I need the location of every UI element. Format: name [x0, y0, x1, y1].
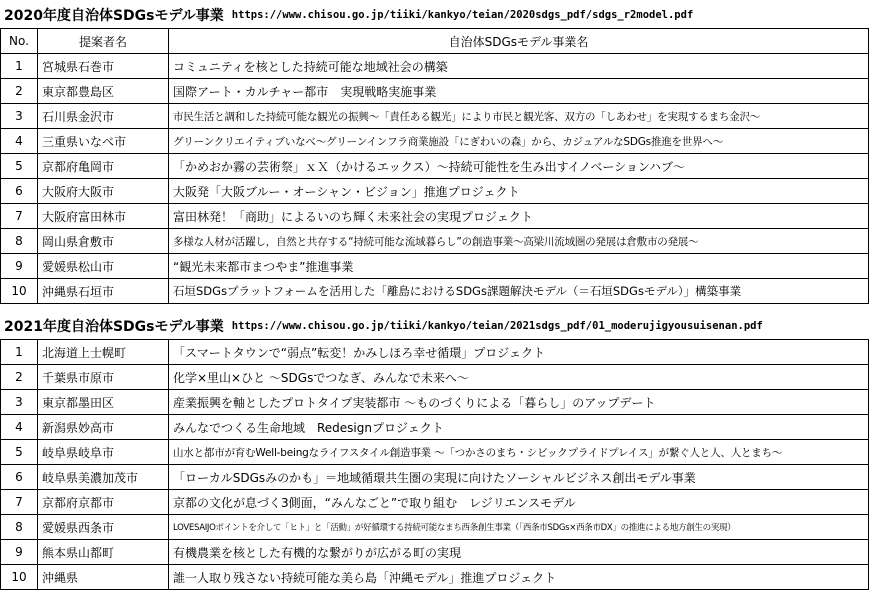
row-project: 多様な人材が活躍し，自然と共存する“持続可能な流域暮らし”の創造事業～高梁川流域圏の発展は倉敷市の発展～: [169, 229, 869, 254]
row-proposer: 宮城県石巻市: [38, 54, 169, 79]
row-no: 9: [1, 254, 38, 279]
section-2020-url[interactable]: https://www.chisou.go.jp/tiiki/kankyo/teian/2020sdgs_pdf/sdgs_r2model.pdf: [231, 9, 694, 21]
table-row: [1, 440, 869, 465]
row-project: 市民生活と調和した持続可能な観光の振興～「責任ある観光」により市民と観光客、双方の「しあわせ」を実現するまち金沢～: [169, 104, 869, 129]
row-proposer: 石川県金沢市: [38, 104, 169, 129]
row-project: 産業振興を軸としたプロトタイプ実装都市 ～ものづくりによる「暮らし」のアップデート: [169, 390, 869, 415]
row-proposer: 愛媛県松山市: [38, 254, 169, 279]
row-proposer: 岡山県倉敷市: [38, 229, 169, 254]
row-no: 2: [1, 79, 38, 104]
table-row: [1, 279, 869, 304]
row-proposer: 京都府京都市: [38, 490, 169, 515]
row-no: 8: [1, 229, 38, 254]
row-no: 10: [1, 565, 38, 590]
row-proposer: 熊本県山都町: [38, 540, 169, 565]
table-2021: [0, 339, 869, 590]
section-2021-url[interactable]: https://www.chisou.go.jp/tiiki/kankyo/teian/2021sdgs_pdf/01_moderujigyousuisenan.pdf: [231, 320, 763, 332]
row-proposer: 大阪府大阪市: [38, 179, 169, 204]
table-row: [1, 540, 869, 565]
row-proposer: 北海道上士幌町: [38, 340, 169, 365]
table-2020: [0, 28, 869, 304]
row-proposer: 岐阜県岐阜市: [38, 440, 169, 465]
row-project: “観光未来都市まつやま”推進事業: [169, 254, 869, 279]
row-project: 「ローカルSDGsみのかも」＝地域循環共生圏の実現に向けたソーシャルビジネス創出モデル事業: [169, 465, 869, 490]
row-proposer: 東京都豊島区: [38, 79, 169, 104]
table-header-row: [1, 29, 869, 54]
row-project: LOVESAIJOポイントを介して「ヒト」と「活動」が好循環する持続可能なまち西条創生事業（「西条市SDGs×西条市DX」の推進による地方創生の実現）: [169, 515, 869, 540]
table-row: [1, 365, 869, 390]
table-row: [1, 79, 869, 104]
table-row: [1, 104, 869, 129]
table-row: [1, 54, 869, 79]
table-row: [1, 415, 869, 440]
section-2021-title: 2021年度自治体SDGsモデル事業: [4, 319, 224, 335]
row-project: 「かめおか霧の芸術祭」ｘＸ（かけるエックス）～持続可能性を生み出すイノベーションハブ～: [169, 154, 869, 179]
row-no: 9: [1, 540, 38, 565]
row-no: 1: [1, 340, 38, 365]
row-project: 誰一人取り残さない持続可能な美ら島「沖縄モデル」推進プロジェクト: [169, 565, 869, 590]
header-proposer: 提案者名: [38, 29, 169, 54]
table-row: [1, 565, 869, 590]
section-2020-title: 2020年度自治体SDGsモデル事業: [4, 8, 224, 24]
header-no: No.: [1, 29, 38, 54]
row-no: 5: [1, 440, 38, 465]
row-project: 富田林発！「商助」によるいのち輝く未来社会の実現プロジェクト: [169, 204, 869, 229]
row-no: 8: [1, 515, 38, 540]
row-project: 国際アート・カルチャー都市 実現戦略実施事業: [169, 79, 869, 104]
section-2021-header: [0, 315, 763, 337]
row-project: 京都の文化が息づく3側面，“みんなごと”で取り組む レジリエンスモデル: [169, 490, 869, 515]
row-proposer: 新潟県妙高市: [38, 415, 169, 440]
table-row: [1, 465, 869, 490]
row-proposer: 京都府亀岡市: [38, 154, 169, 179]
row-project: 大阪発「大阪ブルー・オーシャン・ビジョン」推進プロジェクト: [169, 179, 869, 204]
row-project: 山水と都市が育むWell-beingなライフスタイル創造事業 ～「つかさのまち・シビックプライドプレイス」が繋ぐ人と人、人とまち～: [169, 440, 869, 465]
row-proposer: 沖縄県: [38, 565, 169, 590]
row-proposer: 岐阜県美濃加茂市: [38, 465, 169, 490]
table-row: [1, 154, 869, 179]
row-no: 2: [1, 365, 38, 390]
row-no: 4: [1, 415, 38, 440]
table-row: [1, 390, 869, 415]
row-project: 化学×里山×ひと ～SDGsでつなぎ、みんなで未来へ～: [169, 365, 869, 390]
table-row: [1, 340, 869, 365]
row-proposer: 千葉県市原市: [38, 365, 169, 390]
table-row: [1, 515, 869, 540]
table-row: [1, 204, 869, 229]
row-no: 3: [1, 390, 38, 415]
row-project: 石垣SDGsプラットフォームを活用した「離島におけるSDGs課題解決モデル（＝石垣SDGsモデル）」構築事業: [169, 279, 869, 304]
table-row: [1, 254, 869, 279]
row-no: 10: [1, 279, 38, 304]
row-no: 6: [1, 465, 38, 490]
header-project: 自治体SDGsモデル事業名: [169, 29, 869, 54]
table-row: [1, 129, 869, 154]
row-project: みんなでつくる生命地域 Redesignプロジェクト: [169, 415, 869, 440]
table-row: [1, 179, 869, 204]
table-row: [1, 229, 869, 254]
row-proposer: 東京都墨田区: [38, 390, 169, 415]
row-project: グリーンクリエイティブいなべ～グリーンインフラ商業施設「にぎわいの森」から、カジュアルなSDGs推進を世界へ～: [169, 129, 869, 154]
row-no: 7: [1, 204, 38, 229]
row-project: 有機農業を核とした有機的な繋がりが広がる町の実現: [169, 540, 869, 565]
row-proposer: 大阪府富田林市: [38, 204, 169, 229]
row-no: 1: [1, 54, 38, 79]
row-no: 5: [1, 154, 38, 179]
row-proposer: 三重県いなべ市: [38, 129, 169, 154]
section-2020-header: [0, 4, 693, 26]
row-no: 7: [1, 490, 38, 515]
row-proposer: 沖縄県石垣市: [38, 279, 169, 304]
row-proposer: 愛媛県西条市: [38, 515, 169, 540]
table-row: [1, 490, 869, 515]
row-no: 3: [1, 104, 38, 129]
row-no: 4: [1, 129, 38, 154]
row-no: 6: [1, 179, 38, 204]
row-project: コミュニティを核とした持続可能な地域社会の構築: [169, 54, 869, 79]
row-project: 「スマートタウンで“弱点”転変！かみしほろ幸せ循環」プロジェクト: [169, 340, 869, 365]
